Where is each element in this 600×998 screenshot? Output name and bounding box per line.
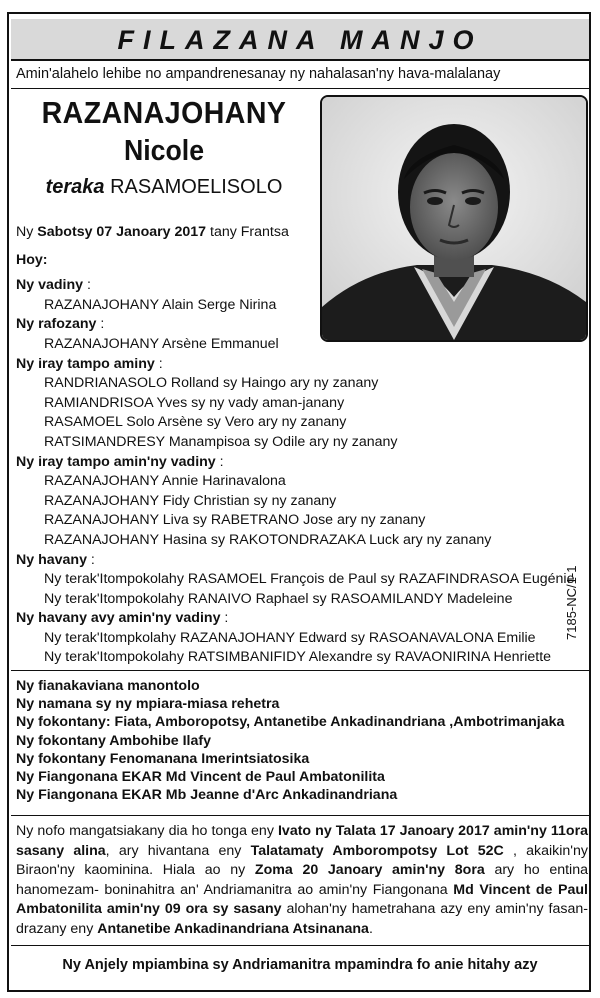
- family-group-label: Ny havany avy amin'ny vadiny :: [16, 610, 229, 627]
- mourner-group: Ny namana sy ny mpiara-miasa rehetra: [16, 696, 280, 713]
- family-member: RATSIMANDRESY Manampisoa sy Odile ary ny zanany: [44, 433, 398, 450]
- reference-code: 7185-NC/1-1: [564, 565, 579, 640]
- divider: [11, 670, 589, 671]
- mourner-group: Ny fokontany: Fiata, Amboropotsy, Antanetibe Ankadinandriana ,Ambotrimanjaka: [16, 714, 565, 731]
- death-date: Sabotsy 07 Janoary 2017: [37, 224, 207, 240]
- mourner-group: Ny fokontany Fenomanana Imerintsiatosika: [16, 750, 310, 767]
- family-group-label: Ny rafozany :: [16, 316, 105, 333]
- mourner-groups: [16, 677, 564, 804]
- mourner-group: Ny fianakaviana manontolo: [16, 678, 200, 694]
- family-member: RAMIANDRISOA Yves sy ny vady aman-janany: [44, 394, 345, 411]
- deceased-first-name: Nicole: [123, 135, 205, 167]
- date-line: Ny Sabotsy 07 Janoary 2017 tany Frantsa: [16, 224, 289, 240]
- divider: [11, 815, 589, 816]
- teraka-name: RASAMOELISOLO: [110, 176, 283, 198]
- family-member: Ny terak'Itompkolahy RAZANAJOHANY Edward sy RASOANAVALONA Emilie: [44, 629, 536, 646]
- family-member: RAZANAJOHANY Annie Harinavalona: [44, 473, 286, 490]
- family-member: Ny terak'Itompokolahy RANAIVO Raphael sy RASOAMILANDY Madeleine: [44, 590, 513, 607]
- mourner-group: Ny fokontany Ambohibe Ilafy: [16, 732, 211, 749]
- intro-text: Amin'alahelo lehibe no ampandrenesanay ny nahalasan'ny hava-malalanay: [16, 66, 501, 82]
- divider: [11, 88, 589, 89]
- family-group-label: Ny iray tampo aminy :: [16, 355, 163, 372]
- deceased-surname: RAZANAJOHANY: [41, 95, 287, 130]
- mourner-group: Ny Fiangonana EKAR Mb Jeanne d'Arc Ankadinandriana: [16, 787, 398, 804]
- family-list: [16, 223, 574, 668]
- divider: [11, 945, 589, 946]
- banner-title: FILAZANA MANJO: [11, 19, 589, 61]
- mourner-group: Ny Fiangonana EKAR Md Vincent de Paul Ambatonilita: [16, 769, 385, 786]
- family-group-label: Ny havany :: [16, 551, 95, 568]
- family-member: RANDRIANASOLO Rolland sy Haingo ary ny zanany: [44, 375, 379, 392]
- family-member: RAZANAJOHANY Alain Serge Nirina: [44, 296, 277, 313]
- closing-blessing: Ny Anjely mpiambina sy Andriamanitra mpamindra fo anie hitahy azy: [62, 957, 538, 973]
- family-member: Ny terak'Itompokolahy RASAMOEL François de Paul sy RAZAFINDRASOA Eugénie: [44, 571, 575, 588]
- teraka-keyword: teraka: [45, 176, 105, 198]
- hoy-label: Hoy:: [16, 251, 48, 268]
- family-member: RAZANAJOHANY Fidy Christian sy ny zanany: [44, 492, 337, 509]
- funeral-details: Ny nofo mangatsiakany dia ho tonga eny Ivato ny Talata 17 Janoary 2017 amin'ny 11ora sasany alina, ary hivantana eny Talatamaty Amborompotsy Lot 52C , akaikin'ny Biraon'ny kaominina. Hiala ao ny Zoma 20 Janoary amin'ny 8ora ary ho entina hanomezam- boninahitra an' Andriamanitra ao amin'ny Fiangonana Md Vincent de Paul Ambatonilita amin'ny 09 ora sy sasany alohan'ny hametrahana azy eny amin'ny fasan-drazany eny Antanetibe Ankadinandriana Atsinanana.: [16, 823, 588, 937]
- family-group-label: Ny iray tampo amin'ny vadiny :: [16, 453, 224, 470]
- family-member: RAZANAJOHANY Liva sy RABETRANO Jose ary ny zanany: [44, 512, 426, 529]
- deceased-name-block: [16, 94, 312, 200]
- family-member: RAZANAJOHANY Arsène Emmanuel: [44, 335, 279, 352]
- family-member: RAZANAJOHANY Hasina sy RAKOTONDRAZAKA Luck ary ny zanany: [44, 531, 492, 548]
- family-member: RASAMOEL Solo Arsène sy Vero ary ny zanany: [44, 414, 347, 431]
- family-member: Ny terak'Itompokolahy RATSIMBANIFIDY Alexandre sy RAVAONIRINA Henriette: [44, 649, 552, 666]
- teraka-line: [16, 174, 312, 200]
- family-group-label: Ny vadiny :: [16, 277, 91, 294]
